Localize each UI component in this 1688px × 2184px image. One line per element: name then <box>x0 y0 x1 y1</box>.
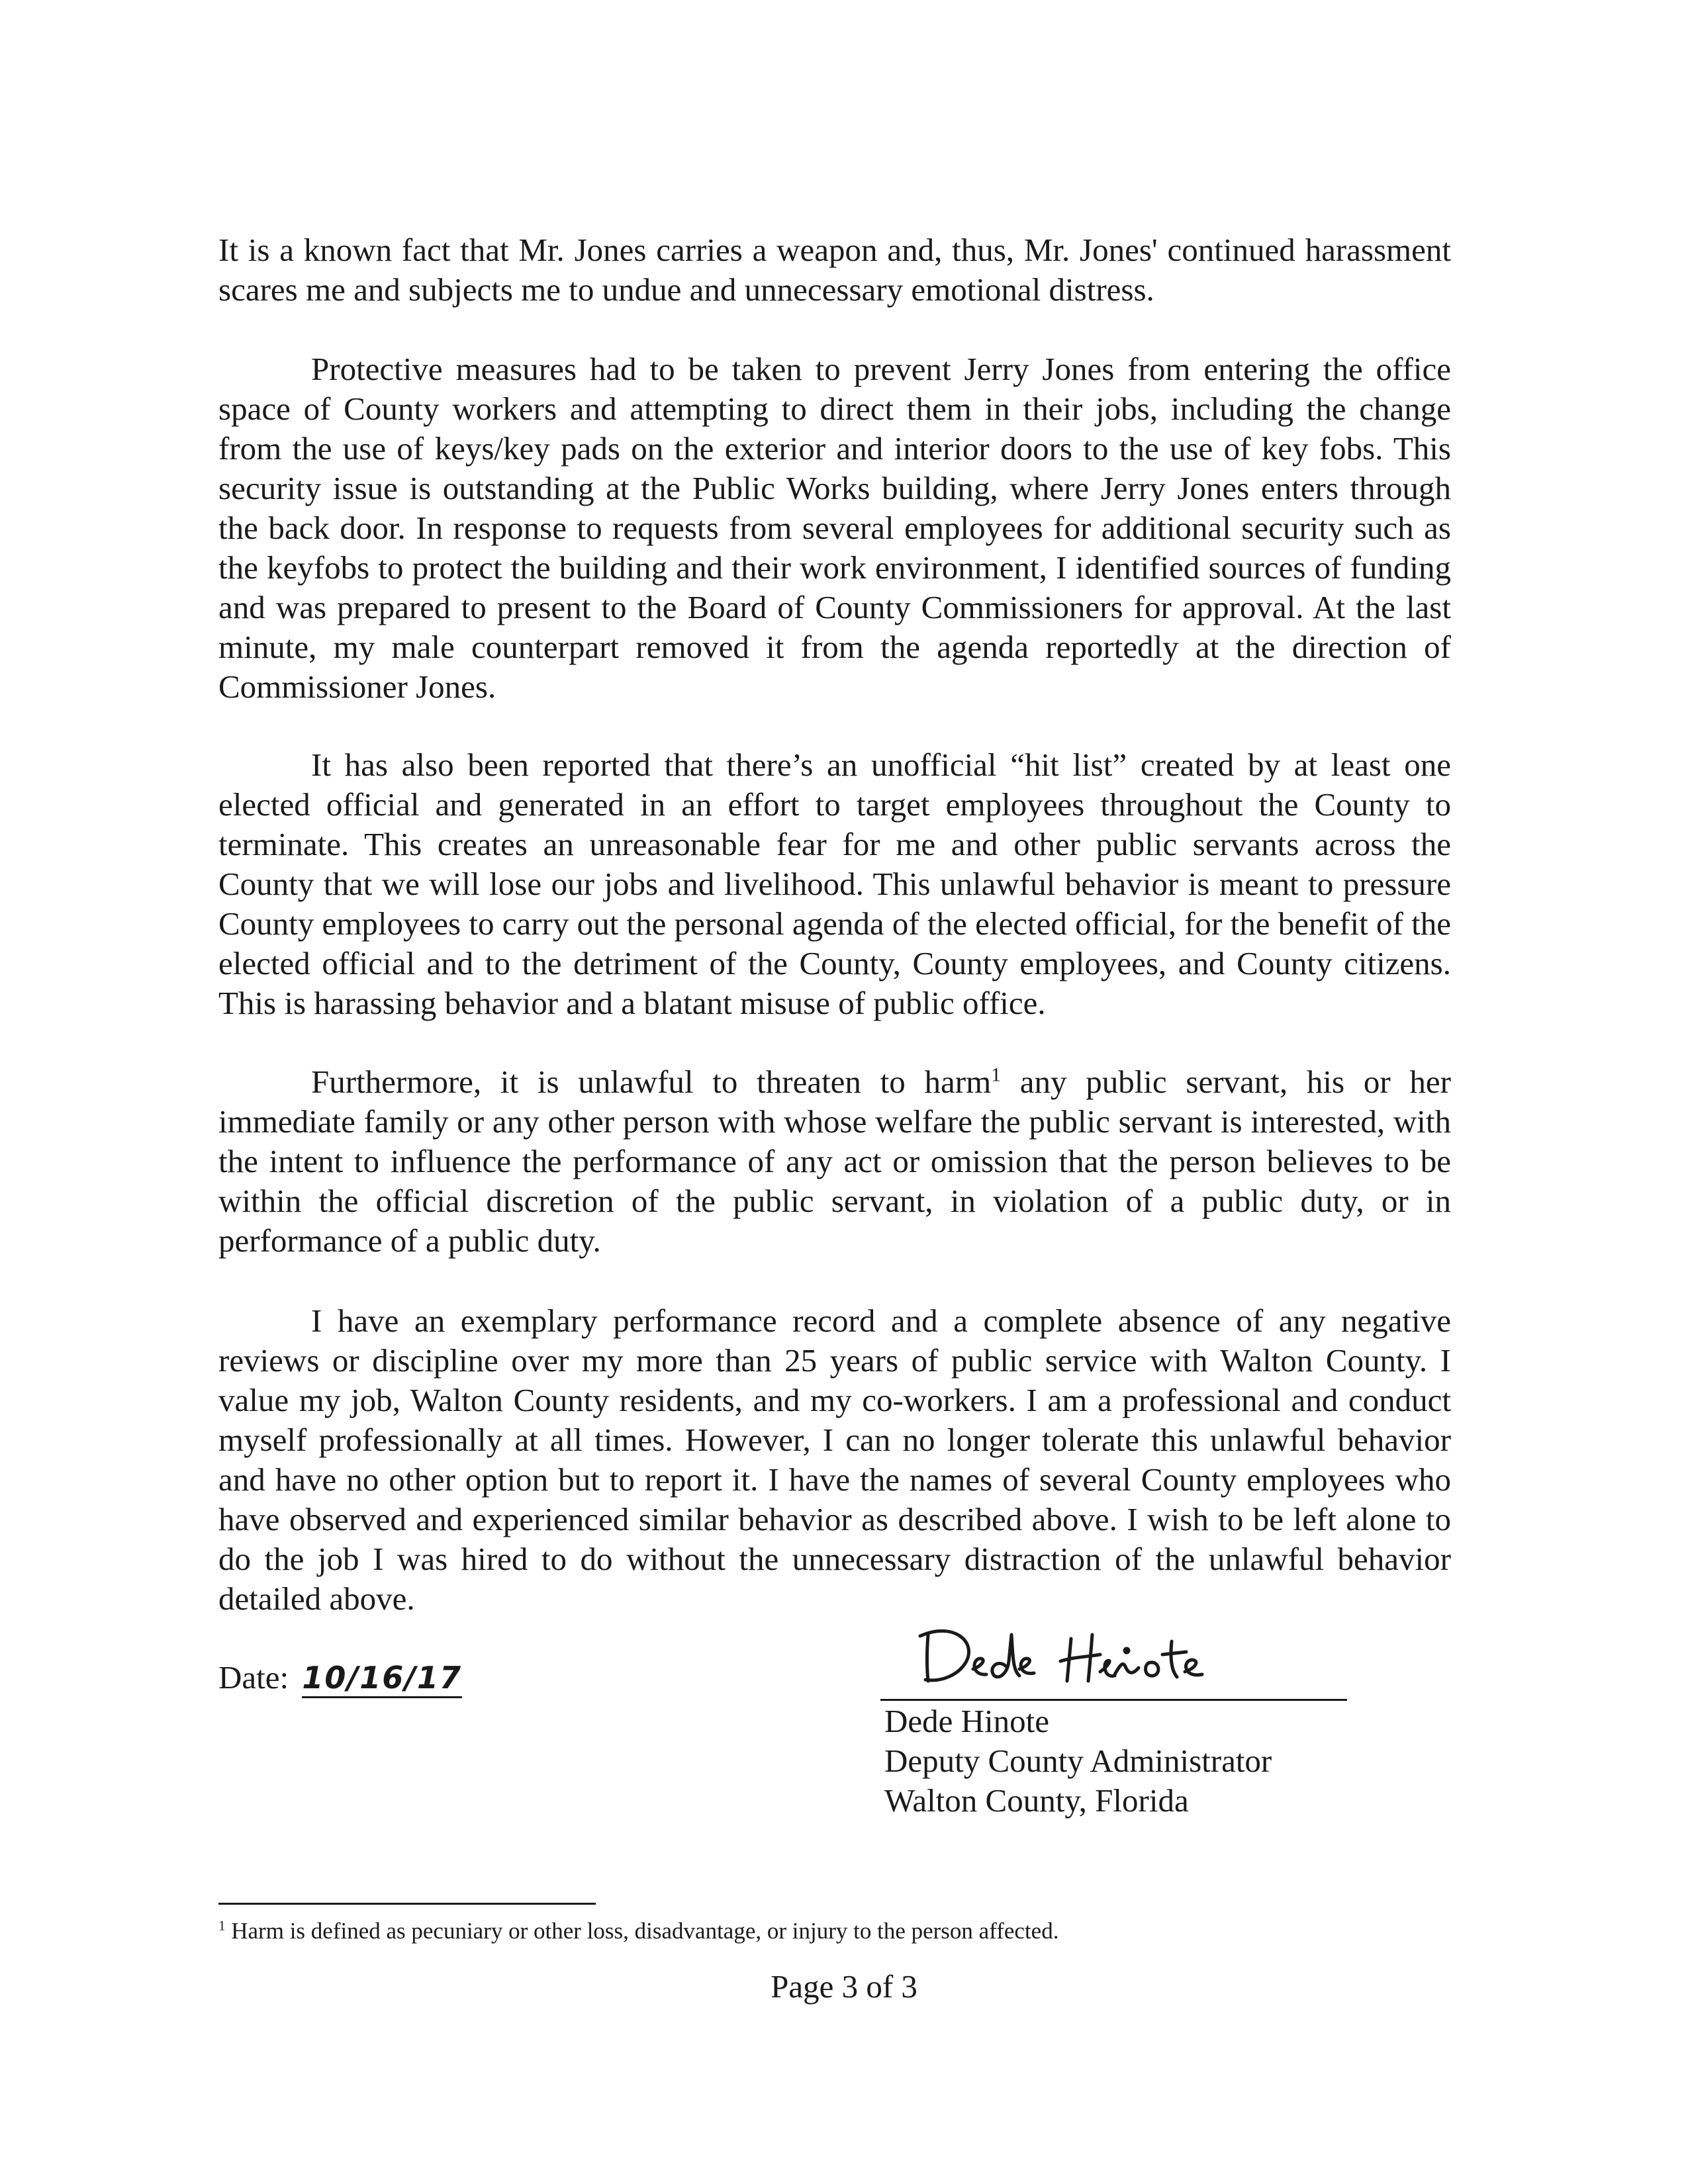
signer-title: Deputy County Administrator <box>884 1743 1272 1779</box>
paragraph-hit-list: It has also been reported that there’s an unofficial “hit list” created by at least one elected official and generated in an effort to target employees throughout the County to terminate. This creates an unreasonable fear for me and other public servants across the County that we will lose our jobs and livelihood. This unlawful behavior is meant to pressure County employees to carry out the personal agenda of the elected official, for the benefit of the elected official and to the detriment of the County, County employees, and County citizens. This is harassing behavior and a blatant misuse of public office. <box>218 747 1451 1021</box>
paragraph-performance-record: I have an exemplary performance record and a complete absence of any negative reviews or discipline over my more than 25 years of public service with Walton County. I value my job, Walton County residents, and my co-workers. I am a professional and conduct myself professionally at all times. However, I can no longer tolerate this unlawful behavior and have no other option but to report it. I have the names of several County employees who have observed and experienced similar behavior as described above. I wish to be left alone to do the job I was hired to do without the unnecessary distraction of the unlawful behavior detailed above. <box>218 1302 1451 1617</box>
paragraph-weapon-harassment: It is a known fact that Mr. Jones carries a weapon and, thus, Mr. Jones' continued harassment scares me and subjects me to undue and unnecessary emotional distress. <box>218 232 1451 308</box>
signer-name: Dede Hinote <box>884 1703 1049 1739</box>
paragraph-threat-text-after: any public servant, his or her immediate family or any other person with whose welfare the public servant is interested, with the intent to influence the performance of any act or omission that the person believes to be within the official discretion of the public servant, in violation of a public duty, or in performance of a public duty. <box>218 1064 1451 1259</box>
date-label: Date: <box>218 1659 289 1696</box>
footnote-mark: 1 <box>218 1917 226 1934</box>
paragraph-threat-text-before: Furthermore, it is unlawful to threaten to harm <box>311 1064 992 1100</box>
page-number: Page 3 of 3 <box>771 1968 917 2005</box>
paragraph-threat-unlawful <box>218 1062 1451 1261</box>
footnote-text: Harm is defined as pecuniary or other loss, disadvantage, or injury to the person affected. <box>231 1918 1059 1944</box>
signature-block <box>884 1702 1272 1821</box>
paragraph-protective-measures: Protective measures had to be taken to prevent Jerry Jones from entering the office space of County workers and attempting to direct them in their jobs, including the change from the use of keys/key pads on the exterior and interior doors to the use of key fobs. This security issue is outstanding at the Public Works building, where Jerry Jones enters through the back door. In response to requests from several employees for additional security such as the keyfobs to protect the building and their work environment, I identified sources of funding and was prepared to present to the Board of County Commissioners for approval. At the last minute, my male counterpart removed it from the agenda reportedly at the direction of Commissioner Jones. <box>218 351 1451 705</box>
handwritten-date: 10/16/17 <box>302 1659 462 1698</box>
footnote-separator <box>218 1903 596 1905</box>
footnote-reference-mark: 1 <box>991 1064 1001 1086</box>
signature-line <box>880 1699 1347 1701</box>
handwritten-signature <box>914 1615 1244 1688</box>
date-line <box>218 1658 462 1698</box>
footnote <box>218 1917 1058 1946</box>
signer-organization: Walton County, Florida <box>884 1782 1189 1819</box>
